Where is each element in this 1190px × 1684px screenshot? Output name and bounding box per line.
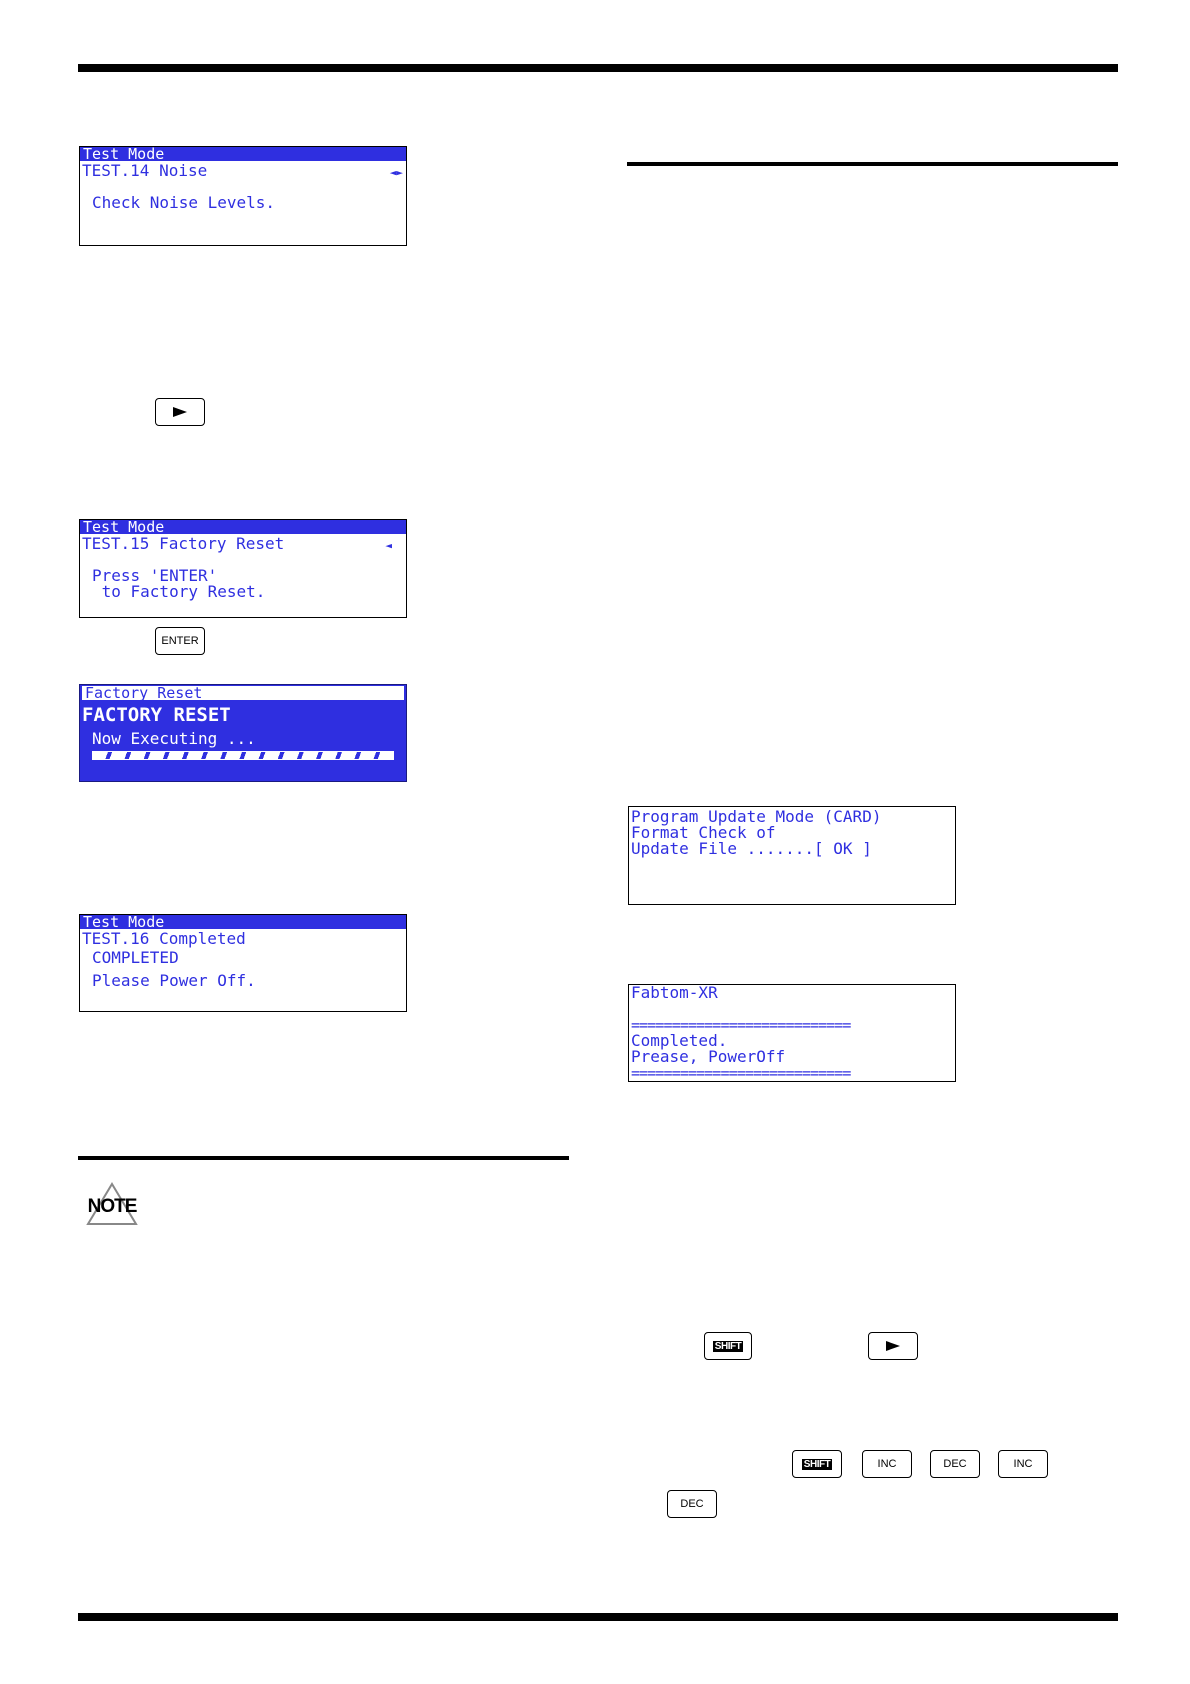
- shift-key[interactable]: [792, 1450, 842, 1478]
- inc-key-label: INC: [877, 1458, 897, 1470]
- bottom-rule: [78, 1613, 1118, 1621]
- inc-key-label: INC: [1013, 1458, 1033, 1470]
- lcd-header: Factory Reset: [82, 686, 404, 700]
- lcd-test-factory-reset: [79, 519, 407, 618]
- lcd-fabtom-completed: [628, 984, 956, 1082]
- lcd-message-1: COMPLETED: [92, 948, 179, 967]
- lcd-line-1: Program Update Mode (CARD): [631, 807, 882, 826]
- lcd-message: Check Noise Levels.: [92, 193, 276, 212]
- lcd-line-1: Fabtom-XR: [631, 984, 718, 1002]
- right-section-rule: [627, 162, 1118, 166]
- inc-key[interactable]: [998, 1450, 1048, 1478]
- progress-bar: [92, 751, 394, 760]
- dec-key[interactable]: [667, 1490, 717, 1518]
- lcd-message-1: Press 'ENTER': [92, 566, 218, 585]
- lcd-test-completed: [79, 914, 407, 1012]
- top-rule: [78, 64, 1118, 72]
- lcd-message-2: Please Power Off.: [92, 971, 256, 990]
- lcd-separator-2: ===========================: [631, 1064, 851, 1082]
- nav-arrows-icon: ◄►: [389, 166, 403, 179]
- lcd-line-2: Completed.: [631, 1031, 728, 1050]
- lcd-test-noise: [79, 146, 407, 246]
- dec-key-label: DEC: [680, 1498, 704, 1510]
- left-section-rule: [78, 1156, 569, 1160]
- lcd-message-2: to Factory Reset.: [92, 582, 266, 601]
- dec-key-label: DEC: [943, 1458, 967, 1470]
- lcd-line-2: Format Check of: [631, 823, 776, 842]
- enter-key-label: ENTER: [161, 635, 199, 647]
- lcd-header: Test Mode: [80, 520, 406, 534]
- lcd-separator-1: ===========================: [631, 1016, 851, 1034]
- nav-left-arrow-icon: ◄: [385, 539, 392, 552]
- inc-key[interactable]: [862, 1450, 912, 1478]
- right-triangle-icon: [173, 407, 187, 417]
- shift-key[interactable]: [704, 1332, 752, 1360]
- dec-key[interactable]: [930, 1450, 980, 1478]
- right-arrow-key[interactable]: [868, 1332, 918, 1360]
- lcd-title: FACTORY RESET: [82, 704, 231, 726]
- lcd-factory-reset-executing: [79, 684, 407, 782]
- lcd-line-3: Update File .......[ OK ]: [631, 839, 872, 858]
- lcd-title: TEST.16 Completed: [82, 929, 246, 948]
- lcd-header: Test Mode: [80, 147, 406, 161]
- note-label: NOTE: [87, 1196, 137, 1217]
- enter-key[interactable]: [155, 627, 205, 655]
- lcd-program-update: [628, 806, 956, 905]
- lcd-title: TEST.15 Factory Reset: [82, 534, 285, 553]
- right-arrow-key[interactable]: [155, 398, 205, 426]
- lcd-line-3: Prease, PowerOff: [631, 1047, 786, 1066]
- lcd-header: Test Mode: [80, 915, 406, 929]
- right-triangle-icon: [886, 1341, 900, 1351]
- note-icon: [84, 1182, 140, 1226]
- lcd-message: Now Executing ...: [92, 729, 256, 748]
- shift-key-label: SHIFT: [714, 1340, 742, 1352]
- shift-key-label: SHIFT: [803, 1458, 831, 1470]
- lcd-title: TEST.14 Noise: [82, 161, 208, 180]
